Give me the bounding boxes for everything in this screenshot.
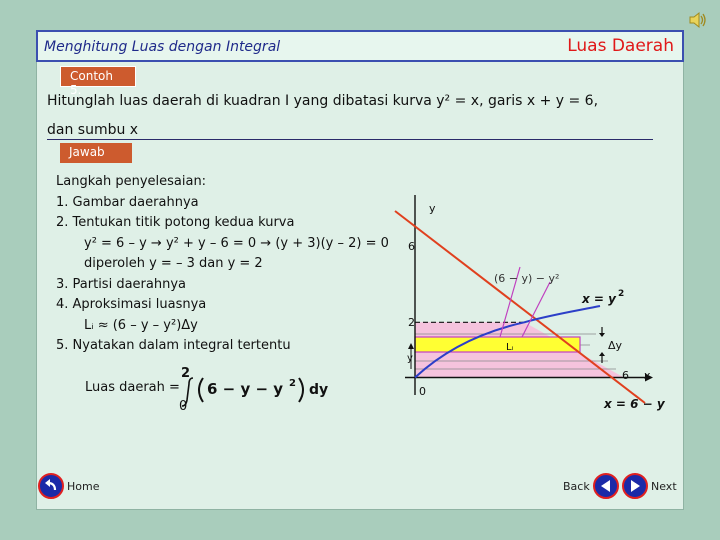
strip-label: Lᵢ [506, 342, 514, 353]
steps-title: Langkah penyelesaian: [56, 174, 207, 189]
back-label[interactable]: Back [563, 480, 590, 493]
answer-label: Jawab [60, 143, 132, 163]
origin-label: 0 [419, 385, 426, 398]
strip-pointer-2 [522, 282, 550, 337]
parabola-label: x = y [582, 292, 616, 306]
page-title: Menghitung Luas dengan Integral [44, 39, 281, 55]
home-label[interactable]: Home [67, 480, 100, 493]
step-5: 5. Nyatakan dalam integral tertentu [56, 338, 291, 353]
integral-label: Luas daerah = [85, 380, 180, 395]
tick-y-6: 6 [408, 240, 415, 253]
parabola-label-power: 2 [618, 289, 625, 299]
back-button[interactable] [593, 473, 619, 499]
home-arrow-icon [43, 478, 59, 494]
step-4-approximation: Lᵢ ≈ (6 – y – y²)Δy [84, 317, 198, 333]
y-axis-label: y [429, 202, 436, 215]
left-paren-icon [199, 378, 203, 402]
divider [47, 139, 653, 140]
back-arrow-icon [598, 478, 614, 494]
right-paren-icon [299, 378, 303, 402]
strip-y-label: y [407, 353, 413, 364]
tick-y-2: 2 [408, 316, 415, 329]
header-bar [36, 30, 684, 62]
home-button[interactable] [38, 473, 64, 499]
tick-x-6: 6 [622, 369, 629, 382]
next-button[interactable] [622, 473, 648, 499]
next-arrow-icon [627, 478, 643, 494]
example-label: Contoh 5. [60, 66, 136, 87]
solution-steps [56, 172, 389, 357]
speaker-icon[interactable] [688, 10, 708, 30]
topic-title: Luas Daerah [567, 36, 674, 56]
question-line-2: dan sumbu x [47, 122, 139, 138]
integral-differential: dy [309, 382, 329, 398]
question-line-1: Hitunglah luas daerah di kuadran I yang dibatasi kurva y² = x, garis x + y = 6, [47, 93, 599, 109]
integrand: 6 − y − y [207, 380, 284, 398]
next-label[interactable]: Next [651, 480, 677, 493]
region-graph [390, 185, 684, 420]
delta-y-label: Δy [608, 339, 623, 352]
delta-arrow-down-icon [599, 333, 605, 337]
difference-expression-label: (6 − y) − y² [494, 272, 560, 285]
step-2-equation: y² = 6 – y → y² + y – 6 = 0 → (y + 3)(y – 2) = 0 [84, 235, 389, 251]
step-2-result: diperoleh y = – 3 dan y = 2 [84, 256, 263, 271]
integrand-power: 2 [289, 378, 296, 389]
integral-lower-limit: 0 [179, 399, 188, 414]
step-4: 4. Aproksimasi luasnya [56, 297, 207, 312]
step-3: 3. Partisi daerahnya [56, 276, 186, 292]
line-label: x = 6 − y [604, 397, 665, 411]
step-2: 2. Tentukan titik potong kedua kurva [56, 215, 295, 230]
partition-strip [415, 337, 580, 352]
y-marker-arrow-icon [408, 343, 414, 349]
integral-upper-limit: 2 [181, 366, 191, 381]
delta-arrow-up-icon [599, 352, 605, 356]
step-1: 1. Gambar daerahnya [56, 194, 199, 210]
x-axis-label: x [644, 369, 651, 382]
